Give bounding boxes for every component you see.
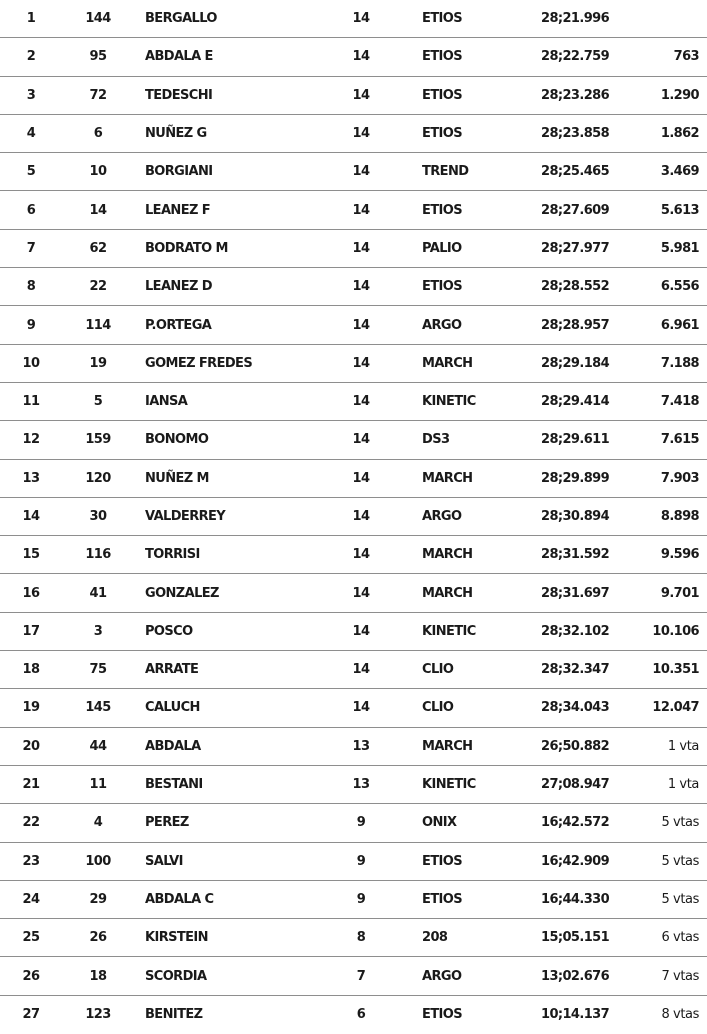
position-cell: 3	[26, 87, 36, 103]
driver-name-cell: KIRSTEIN	[145, 930, 208, 946]
race-time-cell: 28;34.043	[541, 700, 610, 716]
driver-name-cell: LEANEZ F	[145, 202, 211, 218]
position-cell: 11	[22, 394, 40, 410]
car-model-cell: MARCH	[422, 585, 473, 601]
car-model-cell: ETIOS	[422, 126, 462, 142]
laps-cell: 14	[352, 49, 370, 65]
race-time-cell: 28;29.414	[541, 394, 610, 410]
table-row	[0, 421, 707, 459]
car-model-cell: MARCH	[422, 470, 473, 486]
race-time-cell: 28;31.697	[541, 585, 610, 601]
driver-name-cell: SCORDIA	[145, 968, 207, 984]
gap-cell: 6.556	[660, 279, 699, 295]
race-time-cell: 28;27.609	[541, 202, 610, 218]
position-cell: 2	[26, 49, 36, 65]
laps-cell: 14	[352, 87, 370, 103]
car-model-cell: KINETIC	[422, 777, 476, 793]
table-row	[0, 536, 707, 574]
laps-cell: 14	[352, 355, 370, 371]
car-model-cell: TREND	[422, 164, 469, 180]
race-time-cell: 28;29.611	[541, 432, 610, 448]
gap-cell: 5 vtas	[661, 853, 699, 869]
table-row	[0, 268, 707, 306]
car-model-cell: ARGO	[422, 968, 462, 984]
laps-cell: 9	[356, 815, 366, 831]
table-row	[0, 115, 707, 153]
position-cell: 14	[22, 509, 40, 524]
race-time-cell: 28;23.858	[541, 126, 610, 142]
car-number-cell: 18	[89, 968, 107, 984]
gap-cell: 7.188	[660, 355, 699, 371]
gap-cell: 7.903	[660, 470, 699, 486]
car-number-cell: 10	[89, 164, 107, 180]
position-cell: 7	[26, 240, 36, 256]
position-cell: 27	[22, 1007, 40, 1023]
driver-name-cell: TEDESCHI	[145, 87, 213, 103]
laps-cell: 9	[356, 891, 366, 907]
car-model-cell: ETIOS	[422, 87, 462, 103]
laps-cell: 14	[352, 394, 370, 410]
table-row	[0, 383, 707, 421]
car-number-cell: 44	[89, 738, 107, 754]
car-model-cell: CLIO	[422, 700, 454, 716]
car-number-cell: 144	[85, 11, 111, 27]
laps-cell: 14	[352, 164, 370, 180]
car-number-cell: 75	[89, 662, 107, 678]
table-row	[0, 230, 707, 268]
laps-cell: 7	[356, 968, 366, 984]
gap-cell: 10.351	[652, 662, 699, 678]
position-cell: 18	[22, 662, 40, 678]
car-model-cell: KINETIC	[422, 623, 476, 639]
position-cell: 1	[26, 11, 36, 27]
car-model-cell: KINETIC	[422, 394, 476, 410]
gap-cell: 1 vta	[667, 738, 699, 754]
gap-cell: 6.961	[660, 317, 699, 333]
laps-cell: 14	[352, 11, 370, 27]
race-time-cell: 28;29.899	[541, 470, 610, 486]
table-row	[0, 153, 707, 191]
laps-cell: 14	[352, 585, 370, 601]
table-row	[0, 843, 707, 881]
car-model-cell: PALIO	[422, 240, 462, 256]
race-time-cell: 16;44.330	[541, 891, 610, 907]
car-model-cell: ETIOS	[422, 279, 462, 295]
laps-cell: 9	[356, 853, 366, 869]
race-time-cell: 10;14.137	[541, 1007, 610, 1023]
race-time-cell: 26;50.882	[541, 738, 610, 754]
laps-cell: 14	[352, 547, 370, 563]
driver-name-cell: PEREZ	[145, 815, 189, 831]
table-row	[0, 191, 707, 229]
driver-name-cell: ARRATE	[145, 662, 199, 678]
position-cell: 25	[22, 930, 40, 946]
driver-name-cell: NUÑEZ G	[145, 126, 207, 142]
position-cell: 13	[22, 470, 40, 486]
race-time-cell: 28;28.552	[541, 279, 610, 295]
table-row	[0, 689, 707, 727]
position-cell: 24	[22, 891, 40, 907]
laps-cell: 6	[356, 1007, 366, 1023]
position-cell: 12	[22, 432, 40, 448]
driver-name-cell: TORRISI	[145, 547, 200, 563]
driver-name-cell: ABDALA C	[145, 891, 214, 907]
gap-cell: 7.615	[660, 432, 699, 448]
car-model-cell: DS3	[422, 432, 450, 448]
position-cell: 6	[26, 202, 36, 218]
table-row	[0, 498, 707, 536]
race-time-cell: 28;32.102	[541, 623, 610, 639]
table-row	[0, 306, 707, 344]
race-time-cell: 28;29.184	[541, 355, 610, 371]
race-time-cell: 15;05.151	[541, 930, 610, 946]
race-time-cell: 28;25.465	[541, 164, 610, 180]
table-row	[0, 766, 707, 804]
car-model-cell: ETIOS	[422, 49, 462, 65]
car-number-cell: 26	[89, 930, 107, 946]
laps-cell: 14	[352, 432, 370, 448]
car-model-cell: ETIOS	[422, 853, 462, 869]
race-time-cell: 28;27.977	[541, 240, 610, 256]
gap-cell: 9.701	[660, 585, 699, 601]
gap-cell: 5.981	[660, 240, 699, 256]
gap-cell: 1.290	[660, 87, 699, 103]
car-model-cell: ETIOS	[422, 891, 462, 907]
gap-cell: 5 vtas	[661, 815, 699, 831]
race-time-cell: 28;22.759	[541, 49, 610, 65]
car-number-cell: 29	[89, 891, 107, 907]
race-time-cell: 28;21.996	[541, 11, 610, 27]
driver-name-cell: BONOMO	[145, 432, 209, 448]
driver-name-cell: IANSA	[145, 394, 188, 410]
table-row	[0, 77, 707, 115]
car-number-cell: 19	[89, 355, 107, 371]
laps-cell: 13	[352, 777, 370, 793]
table-row	[0, 0, 707, 38]
table-row	[0, 881, 707, 919]
race-time-cell: 28;31.592	[541, 547, 610, 563]
position-cell: 16	[22, 585, 40, 601]
car-model-cell: MARCH	[422, 738, 473, 754]
position-cell: 26	[22, 968, 40, 984]
driver-name-cell: BESTANI	[145, 777, 203, 793]
car-number-cell: 41	[89, 585, 107, 601]
position-cell: 4	[26, 126, 36, 142]
gap-cell: 5 vtas	[661, 891, 699, 907]
car-model-cell: ETIOS	[422, 1007, 462, 1023]
race-time-cell: 28;28.957	[541, 317, 610, 333]
car-number-cell: 100	[85, 853, 111, 869]
car-number-cell: 3	[93, 623, 103, 639]
car-number-cell: 30	[89, 509, 107, 524]
table-row	[0, 919, 707, 957]
laps-cell: 14	[352, 623, 370, 639]
car-number-cell: 11	[89, 777, 107, 793]
driver-name-cell: BENITEZ	[145, 1007, 203, 1023]
laps-cell: 14	[352, 662, 370, 678]
race-time-cell: 28;30.894	[541, 509, 610, 524]
gap-cell: 763	[673, 49, 699, 65]
position-cell: 15	[22, 547, 40, 563]
driver-name-cell: BERGALLO	[145, 11, 217, 27]
gap-cell: 7 vtas	[661, 968, 699, 984]
gap-cell: 1 vta	[667, 777, 699, 793]
car-model-cell: MARCH	[422, 355, 473, 371]
race-time-cell: 27;08.947	[541, 777, 610, 793]
car-number-cell: 145	[85, 700, 111, 716]
gap-cell: 8.898	[660, 509, 699, 524]
gap-cell: 12.047	[652, 700, 699, 716]
driver-name-cell: SALVI	[145, 853, 183, 869]
race-time-cell: 16;42.572	[541, 815, 610, 831]
position-cell: 17	[22, 623, 40, 639]
car-model-cell: 208	[422, 930, 448, 946]
table-row	[0, 728, 707, 766]
gap-cell: 1.862	[660, 126, 699, 142]
driver-name-cell: GONZALEZ	[145, 585, 219, 601]
laps-cell: 14	[352, 317, 370, 333]
driver-name-cell: ABDALA	[145, 738, 201, 754]
driver-name-cell: ABDALA E	[145, 49, 213, 65]
gap-cell: 3.469	[660, 164, 699, 180]
driver-name-cell: CALUCH	[145, 700, 200, 716]
position-cell: 5	[26, 164, 36, 180]
race-time-cell: 28;32.347	[541, 662, 610, 678]
laps-cell: 8	[356, 930, 366, 946]
gap-cell: 5.613	[660, 202, 699, 218]
car-model-cell: ONIX	[422, 815, 457, 831]
gap-cell: 8 vtas	[661, 1007, 699, 1023]
table-row	[0, 613, 707, 651]
table-row	[0, 345, 707, 383]
laps-cell: 14	[352, 126, 370, 142]
gap-cell: 10.106	[652, 623, 699, 639]
table-row	[0, 804, 707, 842]
table-row	[0, 996, 707, 1034]
gap-cell: 9.596	[660, 547, 699, 563]
car-number-cell: 6	[93, 126, 103, 142]
car-number-cell: 159	[85, 432, 111, 448]
car-number-cell: 62	[89, 240, 107, 256]
laps-cell: 14	[352, 700, 370, 716]
position-cell: 22	[22, 815, 40, 831]
laps-cell: 14	[352, 470, 370, 486]
car-number-cell: 5	[93, 394, 103, 410]
car-model-cell: CLIO	[422, 662, 454, 678]
driver-name-cell: GOMEZ FREDES	[145, 355, 253, 371]
laps-cell: 14	[352, 279, 370, 295]
position-cell: 19	[22, 700, 40, 716]
table-row	[0, 460, 707, 498]
laps-cell: 14	[352, 202, 370, 218]
position-cell: 8	[26, 279, 36, 295]
car-number-cell: 72	[89, 87, 107, 103]
car-number-cell: 114	[85, 317, 111, 333]
car-model-cell: ETIOS	[422, 202, 462, 218]
gap-cell: 7.418	[660, 394, 699, 410]
position-cell: 10	[22, 355, 40, 371]
driver-name-cell: BORGIANI	[145, 164, 213, 180]
table-row	[0, 651, 707, 689]
position-cell: 9	[26, 317, 36, 333]
table-row	[0, 574, 707, 612]
car-number-cell: 116	[85, 547, 111, 563]
car-number-cell: 14	[89, 202, 107, 218]
car-model-cell: ARGO	[422, 509, 462, 524]
table-row	[0, 38, 707, 76]
driver-name-cell: VALDERREY	[145, 509, 226, 524]
position-cell: 21	[22, 777, 40, 793]
driver-name-cell: P.ORTEGA	[145, 317, 212, 333]
race-time-cell: 16;42.909	[541, 853, 610, 869]
race-time-cell: 28;23.286	[541, 87, 610, 103]
car-model-cell: ARGO	[422, 317, 462, 333]
driver-name-cell: LEANEZ D	[145, 279, 212, 295]
gap-cell: 6 vtas	[661, 930, 699, 946]
car-number-cell: 123	[85, 1007, 111, 1023]
driver-name-cell: BODRATO M	[145, 240, 228, 256]
race-time-cell: 13;02.676	[541, 968, 610, 984]
car-number-cell: 22	[89, 279, 107, 295]
car-model-cell: ETIOS	[422, 11, 462, 27]
laps-cell: 13	[352, 738, 370, 754]
car-number-cell: 120	[85, 470, 111, 486]
table-row	[0, 957, 707, 995]
car-model-cell: MARCH	[422, 547, 473, 563]
laps-cell: 14	[352, 509, 370, 524]
driver-name-cell: POSCO	[145, 623, 193, 639]
car-number-cell: 95	[89, 49, 107, 65]
position-cell: 20	[22, 738, 40, 754]
car-number-cell: 4	[93, 815, 103, 831]
laps-cell: 14	[352, 240, 370, 256]
position-cell: 23	[22, 853, 40, 869]
driver-name-cell: NUÑEZ M	[145, 470, 209, 486]
